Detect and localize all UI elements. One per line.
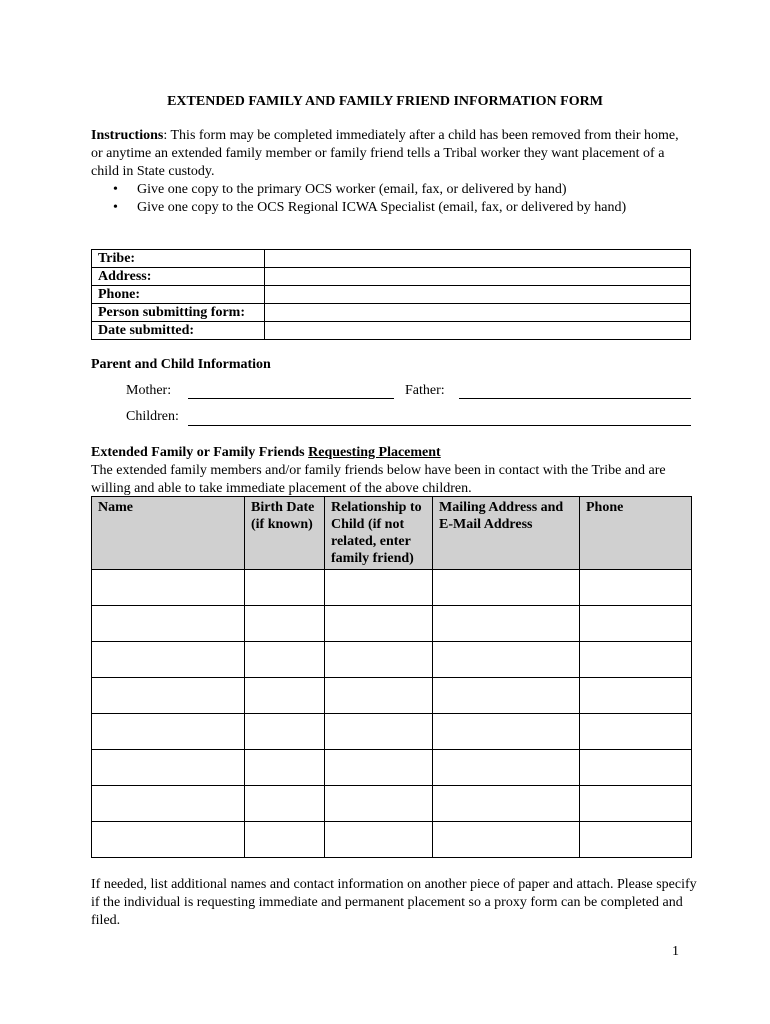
table-row	[92, 250, 691, 268]
column-header-name: Name	[92, 497, 245, 570]
phone-label: Phone:	[92, 286, 265, 304]
footer-note: If needed, list additional names and contact information on another piece of paper and attach. Please specify if the individual is requesting immediate and permanent placement so a proxy form can be completed and filed.	[91, 877, 697, 928]
list-item	[91, 199, 691, 217]
table-cell[interactable]	[245, 678, 325, 714]
table-cell[interactable]	[580, 606, 692, 642]
table-cell[interactable]	[580, 750, 692, 786]
table-cell[interactable]	[245, 606, 325, 642]
table-row	[92, 750, 692, 786]
table-cell[interactable]	[580, 714, 692, 750]
table-cell[interactable]	[92, 786, 245, 822]
children-label: Children:	[126, 409, 179, 424]
table-cell[interactable]	[325, 786, 433, 822]
extended-family-description: The extended family members and/or family friends below have been in contact with the Tribe and are willing and able to take immediate placement of the above children.	[91, 463, 666, 496]
table-cell[interactable]	[325, 678, 433, 714]
table-row	[92, 304, 691, 322]
column-header-relationship: Relationship to Child (if not related, enter family friend)	[325, 497, 433, 570]
father-label: Father:	[405, 383, 445, 398]
extended-family-section	[91, 444, 691, 498]
table-cell[interactable]	[245, 570, 325, 606]
placement-table	[91, 496, 692, 858]
date-submitted-field[interactable]	[265, 322, 691, 340]
table-cell[interactable]	[92, 714, 245, 750]
bullet-text: Give one copy to the OCS Regional ICWA Specialist (email, fax, or delivered by hand)	[137, 200, 627, 215]
mother-label: Mother:	[126, 383, 172, 398]
table-cell[interactable]	[433, 786, 580, 822]
table-cell[interactable]	[580, 642, 692, 678]
table-cell[interactable]	[580, 570, 692, 606]
phone-field[interactable]	[265, 286, 691, 304]
table-cell[interactable]	[245, 714, 325, 750]
address-field[interactable]	[265, 268, 691, 286]
table-row	[92, 570, 692, 606]
tribe-field[interactable]	[265, 250, 691, 268]
tribe-info-table	[91, 249, 691, 340]
table-header-row	[92, 497, 692, 570]
table-cell[interactable]	[245, 642, 325, 678]
table-cell[interactable]	[92, 642, 245, 678]
table-cell[interactable]	[433, 606, 580, 642]
person-submitting-label: Person submitting form:	[92, 304, 265, 322]
table-cell[interactable]	[92, 606, 245, 642]
table-cell[interactable]	[92, 822, 245, 858]
column-header-mailing-address: Mailing Address and E-Mail Address	[433, 497, 580, 570]
instructions	[91, 127, 691, 181]
table-cell[interactable]	[325, 606, 433, 642]
column-header-birth-date: Birth Date (if known)	[245, 497, 325, 570]
table-cell[interactable]	[433, 570, 580, 606]
instructions-label: Instructions	[91, 128, 164, 143]
table-cell[interactable]	[325, 570, 433, 606]
mother-field[interactable]	[188, 398, 394, 399]
table-cell[interactable]	[245, 786, 325, 822]
table-cell[interactable]	[580, 786, 692, 822]
table-cell[interactable]	[325, 750, 433, 786]
children-field[interactable]	[188, 425, 691, 426]
requesting-placement-heading: Requesting Placement	[308, 445, 441, 460]
instructions-bullet-list	[91, 181, 691, 217]
column-header-phone: Phone	[580, 497, 692, 570]
page-number: 1	[672, 944, 679, 959]
form-title: EXTENDED FAMILY AND FAMILY FRIEND INFORMATION FORM	[167, 94, 603, 109]
table-cell[interactable]	[245, 822, 325, 858]
table-row	[92, 286, 691, 304]
bullet-icon: •	[113, 182, 118, 197]
bullet-text: Give one copy to the primary OCS worker (email, fax, or delivered by hand)	[137, 182, 567, 197]
table-cell[interactable]	[245, 750, 325, 786]
table-row	[92, 642, 692, 678]
table-cell[interactable]	[433, 750, 580, 786]
tribe-label: Tribe:	[92, 250, 265, 268]
extended-family-heading: Extended Family or Family Friends	[91, 445, 309, 460]
table-row	[92, 678, 692, 714]
address-label: Address:	[92, 268, 265, 286]
table-cell[interactable]	[92, 750, 245, 786]
table-row	[92, 606, 692, 642]
table-cell[interactable]	[325, 642, 433, 678]
table-cell[interactable]	[325, 822, 433, 858]
table-row	[92, 786, 692, 822]
table-cell[interactable]	[433, 714, 580, 750]
list-item	[91, 181, 691, 199]
father-field[interactable]	[459, 398, 691, 399]
table-cell[interactable]	[325, 714, 433, 750]
table-row	[92, 822, 692, 858]
table-cell[interactable]	[580, 678, 692, 714]
bullet-icon: •	[113, 200, 118, 215]
table-cell[interactable]	[433, 642, 580, 678]
table-row	[92, 268, 691, 286]
parent-child-heading: Parent and Child Information	[91, 357, 271, 372]
date-submitted-label: Date submitted:	[92, 322, 265, 340]
table-cell[interactable]	[433, 678, 580, 714]
table-cell[interactable]	[580, 822, 692, 858]
table-row	[92, 714, 692, 750]
table-cell[interactable]	[92, 570, 245, 606]
person-submitting-field[interactable]	[265, 304, 691, 322]
instructions-text: : This form may be completed immediately after a child has been removed from their home, or anytime an extended family member or family friend tells a Tribal worker they want placement of a child in State custody.	[91, 128, 679, 179]
table-row	[92, 322, 691, 340]
table-cell[interactable]	[92, 678, 245, 714]
table-cell[interactable]	[433, 822, 580, 858]
